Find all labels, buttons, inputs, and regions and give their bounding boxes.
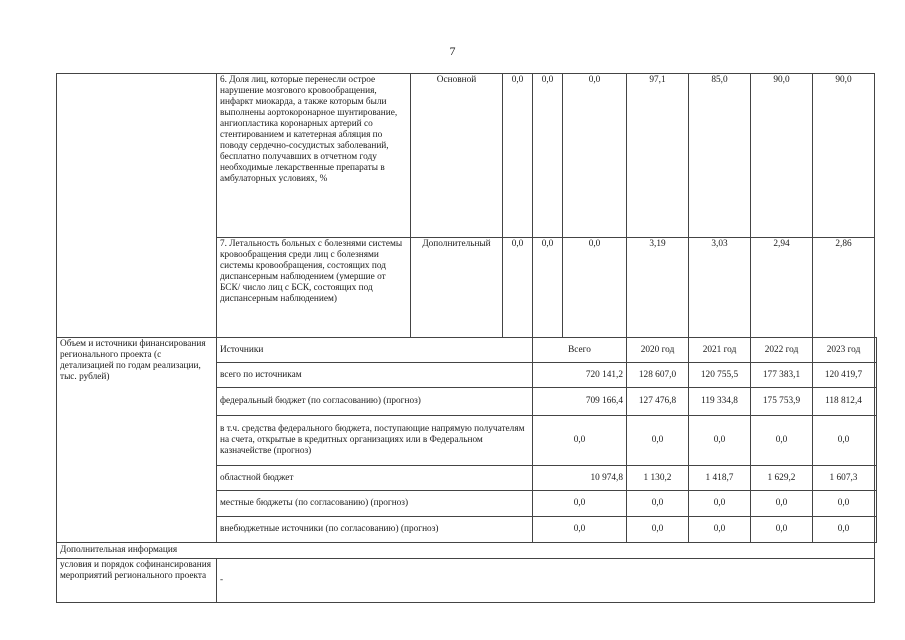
- indicator-value: 0,0: [563, 238, 627, 338]
- financing-value: 175 753,9: [751, 388, 813, 416]
- financing-source: федеральный бюджет (по согласованию) (прогноз): [217, 388, 533, 416]
- financing-value: 0,0: [751, 416, 813, 466]
- sources-header: Источники: [217, 338, 533, 363]
- financing-value: 1 130,2: [627, 466, 689, 491]
- financing-value: [875, 388, 877, 416]
- indicator-value: 3,03: [689, 238, 751, 338]
- financing-source: местные бюджеты (по согласованию) (прогноз): [217, 491, 533, 517]
- indicator-value: 2,94: [751, 238, 813, 338]
- financing-value: 0,0: [627, 416, 689, 466]
- financing-source: внебюджетные источники (по согласованию) (прогноз): [217, 517, 533, 543]
- financing-value: 1 418,7: [689, 466, 751, 491]
- indicator-value: 2,86: [813, 238, 875, 338]
- financing-source: областной бюджет: [217, 466, 533, 491]
- additional-info-heading: Дополнительная информация: [57, 543, 875, 559]
- financing-value: 709 166,4: [533, 388, 627, 416]
- financing-value: 0,0: [689, 517, 751, 543]
- financing-value: 0,0: [627, 517, 689, 543]
- indicator-value: 0,0: [503, 74, 533, 238]
- financing-value: 0,0: [533, 491, 627, 517]
- year-header: 2020 год: [627, 338, 689, 363]
- year-header: 2022 год: [751, 338, 813, 363]
- financing-value: 0,0: [689, 491, 751, 517]
- financing-value: 720 141,2: [533, 363, 627, 388]
- indicator-row: [57, 74, 877, 238]
- financing-value: [875, 466, 877, 491]
- financing-value: 0,0: [533, 517, 627, 543]
- additional-info-row: [57, 543, 877, 559]
- financing-value: 0,0: [751, 491, 813, 517]
- indicator-value: 0,0: [563, 74, 627, 238]
- indicator-value: 0,0: [533, 74, 563, 238]
- page-number: 7: [449, 44, 456, 58]
- indicator-name: 7. Летальность больных с болезнями системы кровообращения среди лиц с болезнями системы кровообращения, состоящих под диспансерным наблюдением (умершие от БСК/ число лиц с БСК, состоящих под диспансерным наблюдением): [217, 238, 411, 338]
- financing-value: 177 383,1: [751, 363, 813, 388]
- financing-value: 0,0: [627, 491, 689, 517]
- indicator-label-cell: [57, 74, 217, 338]
- cofinancing-row: [57, 559, 877, 603]
- financing-value: 10 974,8: [533, 466, 627, 491]
- financing-value: 1 607,3: [813, 466, 875, 491]
- financing-value: 0,0: [813, 517, 875, 543]
- financing-value: [875, 491, 877, 517]
- financing-header-row: [57, 338, 877, 363]
- indicator-name: 6. Доля лиц, которые перенесли острое нарушение мозгового кровообращения, инфаркт миокарда, а также которым были выполнены аортокоронарное шунтирование, ангиопластика коронарных артерий со стентированием и катетерная абляция по поводу сердечно-сосудистых заболеваний, бесплатно получавших в отчетном году необходимые лекарственные препараты в амбулаторных условиях, %: [217, 74, 411, 238]
- financing-label: Объем и источники финансирования регионального проекта (с детализацией по годам реализации, тыс. рублей): [57, 338, 217, 543]
- financing-value: 0,0: [751, 517, 813, 543]
- financing-value: 119 334,8: [689, 388, 751, 416]
- cofinancing-value: -: [217, 559, 875, 603]
- financing-value: [875, 517, 877, 543]
- year-header: 2023 год: [813, 338, 875, 363]
- indicator-value: 0,0: [503, 238, 533, 338]
- financing-value: 120 419,7: [813, 363, 875, 388]
- indicator-value: 0,0: [533, 238, 563, 338]
- total-header: Всего: [533, 338, 627, 363]
- financing-source: в т.ч. средства федерального бюджета, поступающие напрямую получателям на счета, открытые в кредитных организациях или в Федеральном казначействе (прогноз): [217, 416, 533, 466]
- financing-value: 127 476,8: [627, 388, 689, 416]
- financing-value: 0,0: [813, 491, 875, 517]
- indicator-value: 97,1: [627, 74, 689, 238]
- financing-value: 1 629,2: [751, 466, 813, 491]
- indicator-type: Дополнительный: [411, 238, 503, 338]
- indicator-value: 90,0: [813, 74, 875, 238]
- cofinancing-label: условия и порядок софинансирования мероприятий регионального проекта: [57, 559, 217, 603]
- indicator-value: 3,19: [627, 238, 689, 338]
- financing-value: 120 755,5: [689, 363, 751, 388]
- passport-table: [56, 73, 877, 603]
- year-header: 2021 год: [689, 338, 751, 363]
- indicator-value: 85,0: [689, 74, 751, 238]
- financing-value: 0,0: [813, 416, 875, 466]
- financing-value: 118 812,4: [813, 388, 875, 416]
- financing-value: [875, 416, 877, 466]
- year-header: [875, 338, 877, 363]
- financing-value: 128 607,0: [627, 363, 689, 388]
- indicator-type: Основной: [411, 74, 503, 238]
- financing-value: [875, 363, 877, 388]
- financing-value: 0,0: [533, 416, 627, 466]
- indicator-value: 90,0: [751, 74, 813, 238]
- financing-source: всего по источникам: [217, 363, 533, 388]
- financing-value: 0,0: [689, 416, 751, 466]
